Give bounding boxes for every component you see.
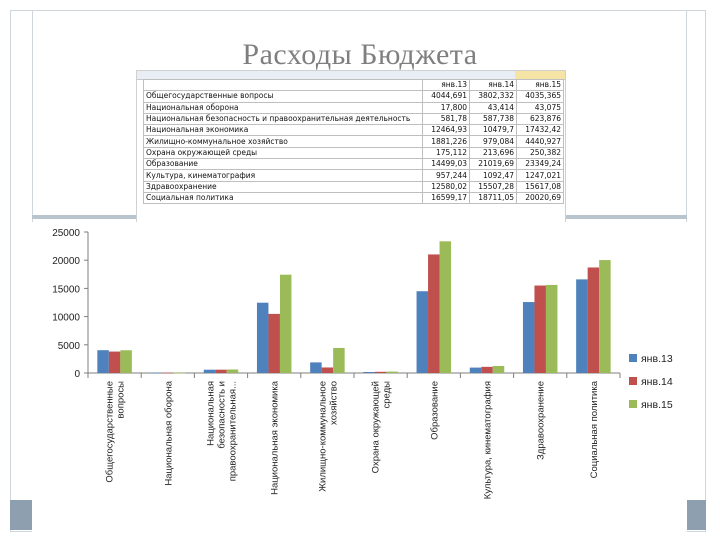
- table-cell-value: 623,876: [517, 113, 564, 124]
- table-row: [144, 170, 564, 181]
- table-cell-value: 4044,691: [423, 91, 470, 102]
- table-cell-value: 21019,69: [470, 159, 517, 170]
- table-cell-value: 16599,17: [423, 192, 470, 203]
- table-cell-value: 957,244: [423, 170, 470, 181]
- x-category-label-line: хозяйство: [328, 381, 340, 425]
- bar: [204, 370, 216, 373]
- table-row: [144, 125, 564, 136]
- table-cell-value: 1247,021: [517, 170, 564, 181]
- x-category-label-line: Образование: [429, 381, 441, 440]
- x-category-label-line: Жилищно-коммунальное: [317, 381, 329, 492]
- x-category-label-line: Социальная политика: [588, 381, 600, 479]
- table-cell-name: Национальная оборона: [144, 102, 423, 113]
- bar: [97, 350, 109, 373]
- table-row: [144, 181, 564, 192]
- x-category-label-line: Национальная экономика: [269, 381, 281, 495]
- slide-title: Расходы Бюджета: [242, 38, 478, 71]
- table-cell-value: 175,112: [423, 147, 470, 158]
- x-category-label: [536, 381, 547, 460]
- bar: [215, 370, 227, 373]
- y-tick-label: 5000: [57, 340, 80, 352]
- table-cell-value: 14499,03: [423, 159, 470, 170]
- table-cell-name: Здравоохранение: [144, 181, 423, 192]
- x-category-label-line: Здравоохранение: [535, 381, 547, 460]
- bar: [440, 241, 452, 373]
- table-cell-name: Культура, кинематография: [144, 170, 423, 181]
- table-row: [144, 192, 564, 203]
- bar: [417, 291, 429, 373]
- x-category-label-line: вопросы: [115, 381, 127, 419]
- x-category-label-line: правоохранительная...: [227, 381, 239, 482]
- table-cell-value: 1092,47: [470, 170, 517, 181]
- bar: [481, 367, 493, 373]
- x-category-label: [589, 380, 600, 478]
- table-cell-value: янв.15: [517, 80, 564, 91]
- budget-table: [143, 79, 564, 204]
- table-row: [144, 102, 564, 113]
- bar: [534, 286, 546, 373]
- y-tick-label: 15000: [52, 284, 80, 296]
- bar: [375, 372, 387, 373]
- x-category-label: [206, 381, 239, 481]
- x-category-label: [105, 381, 127, 483]
- bar: [280, 275, 292, 373]
- table-cell-value: 10479,7: [470, 125, 517, 136]
- table-row: [144, 159, 564, 170]
- table-header-row: [144, 80, 564, 91]
- table-cell-name: Социальная политика: [144, 192, 423, 203]
- bar: [493, 366, 505, 373]
- bar-chart: [32, 222, 687, 532]
- legend-label: янв.14: [641, 376, 673, 388]
- bar: [120, 350, 132, 373]
- bar: [322, 367, 334, 373]
- table-cell-value: 17,800: [423, 102, 470, 113]
- table-cell-value: 12580,02: [423, 181, 470, 192]
- bar: [470, 368, 482, 373]
- bar: [363, 372, 375, 373]
- bar: [428, 254, 440, 373]
- y-tick-label: 10000: [52, 312, 80, 324]
- legend-label: янв.15: [641, 399, 673, 411]
- bar: [333, 348, 345, 373]
- table-cell-value: 4035,365: [517, 91, 564, 102]
- bar: [576, 279, 588, 373]
- table-row: [144, 91, 564, 102]
- spreadsheet-screenshot: [136, 70, 566, 224]
- x-category-label: [163, 380, 174, 485]
- table-cell-value: 1881,226: [423, 136, 470, 147]
- bar: [386, 372, 398, 373]
- table-cell-value: 12464,93: [423, 125, 470, 136]
- table-cell-name: [144, 80, 423, 91]
- x-category-label-line: Охрана окружающей: [370, 381, 382, 474]
- bar: [310, 362, 322, 373]
- table-cell-name: Национальная экономика: [144, 125, 423, 136]
- x-category-label-line: Общегосударственные: [104, 381, 116, 483]
- bar: [174, 373, 186, 374]
- table-row: [144, 113, 564, 124]
- table-cell-value: 3802,332: [470, 91, 517, 102]
- bar: [109, 352, 121, 373]
- x-category-label: [371, 381, 393, 473]
- table-cell-value: 20020,69: [517, 192, 564, 203]
- chart-container: [32, 222, 687, 532]
- legend-swatch: [629, 354, 637, 362]
- table-cell-name: Жилищно-коммунальное хозяйство: [144, 136, 423, 147]
- table-cell-value: 15617,08: [517, 181, 564, 192]
- y-tick-label: 25000: [52, 228, 80, 239]
- x-category-label: [317, 381, 339, 492]
- table-cell-value: 250,382: [517, 147, 564, 158]
- table-cell-value: 23349,24: [517, 159, 564, 170]
- x-category-label: [270, 380, 281, 495]
- table-cell-name: Охрана окружающей среды: [144, 147, 423, 158]
- table-row: [144, 147, 564, 158]
- table-cell-value: 587,738: [470, 113, 517, 124]
- table-cell-value: 18711,05: [470, 192, 517, 203]
- table-cell-value: 43,414: [470, 102, 517, 113]
- x-category-label: [483, 381, 494, 499]
- table-cell-value: 4440,927: [517, 136, 564, 147]
- legend-label: янв.13: [641, 353, 673, 365]
- table-cell-name: Образование: [144, 159, 423, 170]
- table-row: [144, 136, 564, 147]
- table-cell-name: Национальная безопасность и правоохранительная деятельность: [144, 113, 423, 124]
- x-category-label-line: Национальная: [205, 381, 217, 446]
- y-tick-label: 20000: [52, 256, 80, 268]
- bar: [546, 285, 558, 373]
- table-cell-value: 213,696: [470, 147, 517, 158]
- table-cell-value: 43,075: [517, 102, 564, 113]
- table-cell-value: 979,084: [470, 136, 517, 147]
- bar: [227, 369, 239, 373]
- bar: [268, 314, 280, 373]
- x-category-label-line: Национальная оборона: [163, 381, 175, 486]
- x-category-label-line: среды: [381, 381, 393, 409]
- y-tick-label: 0: [74, 369, 80, 380]
- table-cell-name: Общегосударственные вопросы: [144, 91, 423, 102]
- bar: [599, 260, 611, 373]
- bar: [151, 373, 163, 374]
- x-category-label: [429, 381, 440, 440]
- legend-swatch: [629, 400, 637, 408]
- table-cell-value: янв.14: [470, 80, 517, 91]
- table-cell-value: 581,78: [423, 113, 470, 124]
- bar: [162, 373, 174, 374]
- table-cell-value: янв.13: [423, 80, 470, 91]
- x-category-label-line: Культура, кинематография: [482, 381, 494, 500]
- table-cell-value: 15507,28: [470, 181, 517, 192]
- bar: [523, 302, 535, 373]
- legend-swatch: [629, 377, 637, 385]
- bar: [588, 267, 600, 373]
- table-cell-value: 17432,42: [517, 125, 564, 136]
- x-category-label-line: безопасность и: [216, 381, 228, 449]
- bar: [257, 303, 269, 373]
